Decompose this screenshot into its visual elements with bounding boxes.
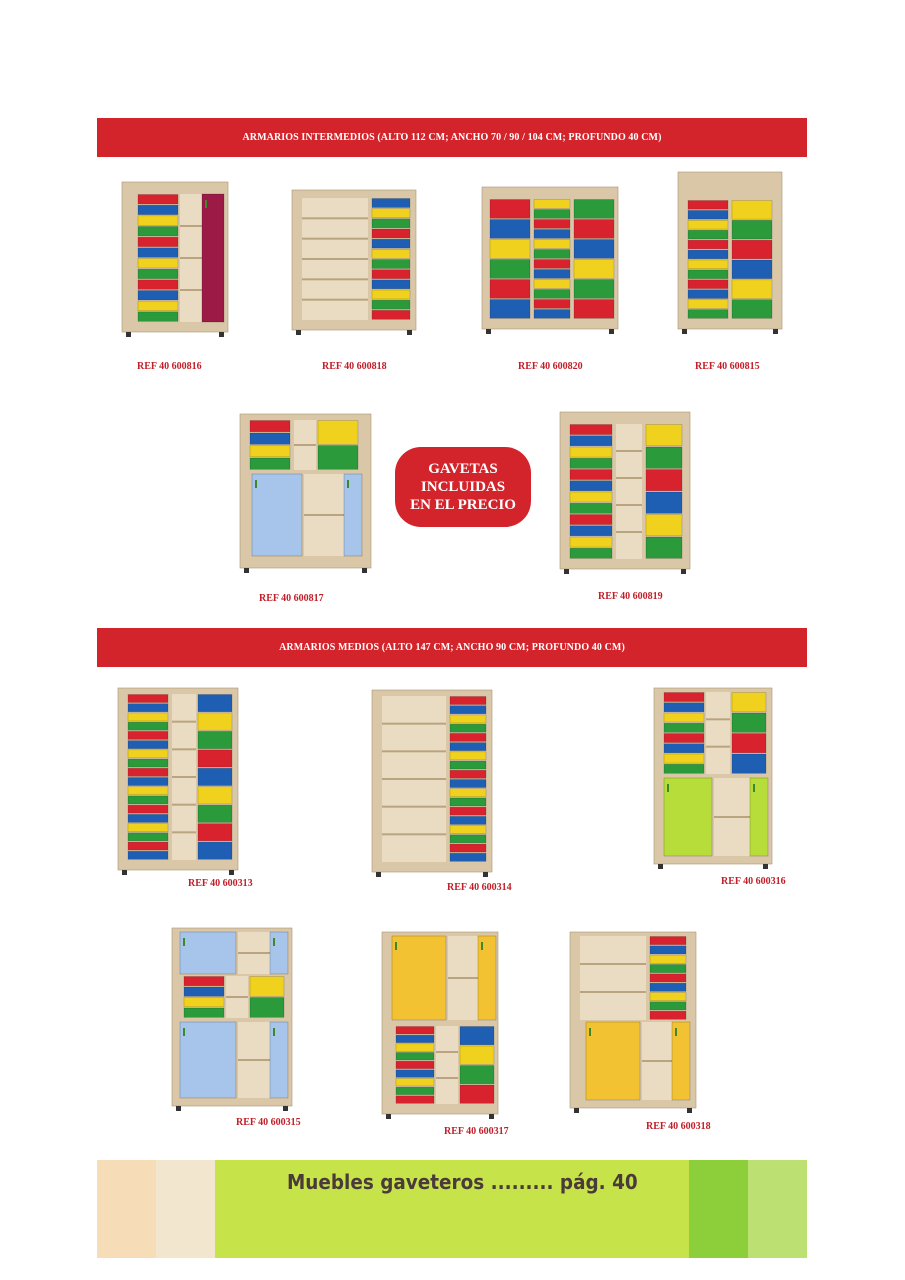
product-ref: REF 40 600819 [598,591,663,602]
banner-text: ARMARIOS INTERMEDIOS (ALTO 112 CM; ANCHO 70 / 90 / 104 CM; PROFUNDO 40 CM) [242,132,662,143]
cabinet-image-600820 [480,185,620,335]
product-ref: REF 40 600313 [188,878,253,889]
product-ref: REF 40 600817 [259,593,324,604]
cabinet-image-600815 [676,170,784,335]
cabinet-image-600817 [238,412,373,574]
footer-stripe [97,1160,156,1258]
product-ref: REF 40 600318 [646,1121,711,1132]
section-banner-intermedios [97,118,807,157]
footer-stripe [156,1160,215,1258]
cabinet-image-600316 [652,686,774,870]
footer-bar [97,1160,807,1258]
section-banner-medios [97,628,807,667]
product-ref: REF 40 600816 [137,361,202,372]
badge-line: INCLUIDAS [420,479,506,495]
cabinet-image-600313 [116,686,240,876]
footer-main [215,1160,689,1258]
product-ref: REF 40 600815 [695,361,760,372]
badge-line: EN EL PRECIO [410,497,516,513]
cabinet-image-600818 [290,188,418,336]
product-ref: REF 40 600314 [447,882,512,893]
product-ref: REF 40 600316 [721,876,786,887]
footer-title: Muebles gaveteros ......... pág. 40 [287,1170,638,1194]
cabinet-image-600819 [558,410,692,575]
footer-stripe [689,1160,748,1258]
cabinet-image-600318 [568,930,698,1114]
banner-text: ARMARIOS MEDIOS (ALTO 147 CM; ANCHO 90 CM; PROFUNDO 40 CM) [279,642,625,653]
product-ref: REF 40 600315 [236,1117,301,1128]
product-ref: REF 40 600317 [444,1126,509,1137]
cabinet-image-600314 [370,688,494,878]
badge-line: GAVETAS [428,461,498,477]
cabinet-image-600315 [170,926,294,1112]
product-ref: REF 40 600820 [518,361,583,372]
price-badge [395,447,531,527]
cabinet-image-600816 [120,180,230,338]
footer-stripe [748,1160,807,1258]
product-ref: REF 40 600818 [322,361,387,372]
cabinet-image-600317 [380,930,500,1120]
